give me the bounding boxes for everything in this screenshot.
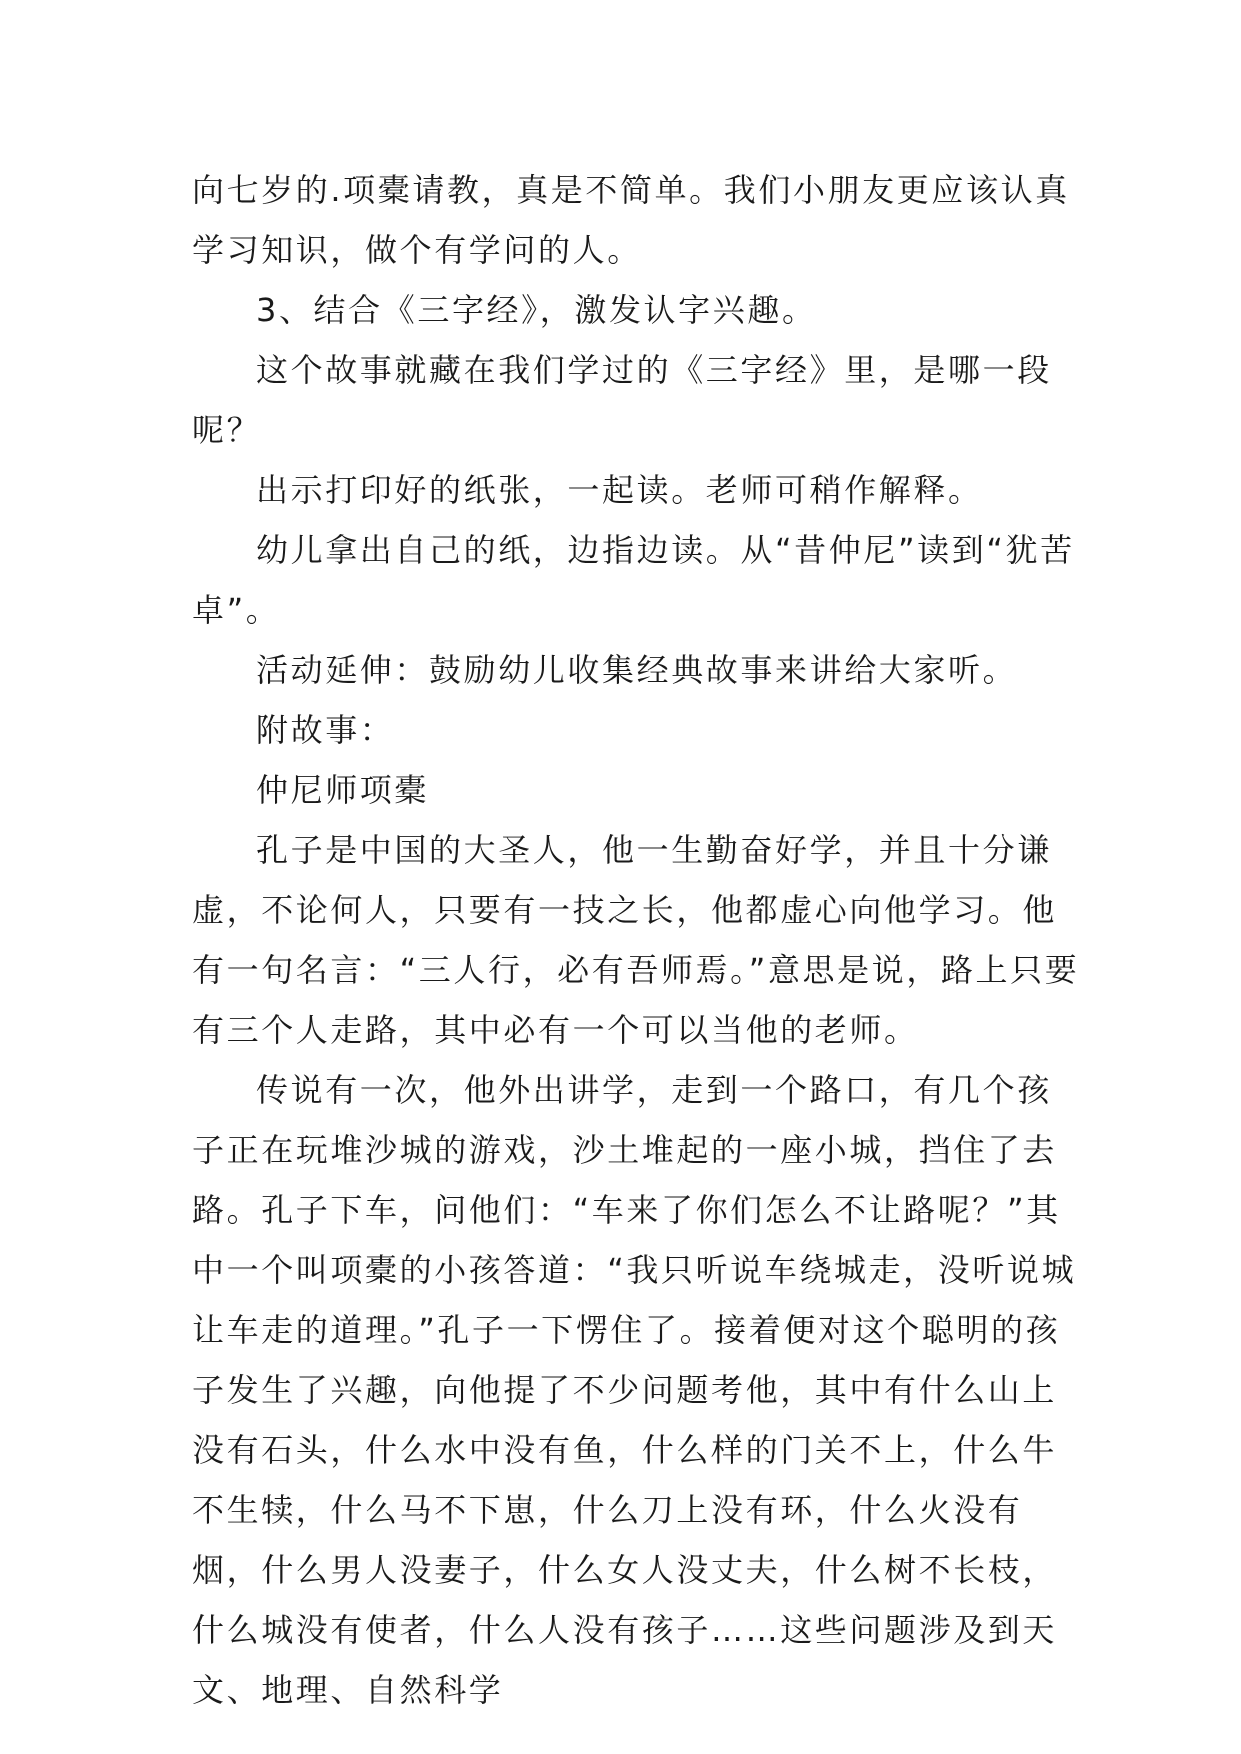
paragraph-appendix-label: 附故事： xyxy=(256,711,395,749)
paragraph: 幼儿拿出自己的纸，边指边读。从“昔仲尼”读到“犹苦卓”。 xyxy=(192,531,1075,629)
paragraph-activity-extension: 活动延伸：鼓励幼儿收集经典故事来讲给大家听。 xyxy=(256,651,1018,689)
paragraph-continuation: 向七岁的.项橐请教，真是不简单。我们小朋友更应该认真学习知识，做个有学问的人。 xyxy=(192,171,1070,269)
story-title: 仲尼师项橐 xyxy=(256,771,430,809)
story-paragraph: 传说有一次，他外出讲学，走到一个路口，有几个孩子正在玩堆沙城的游戏，沙土堆起的一座小城，挡住了去路。孔子下车，问他们：“车来了你们怎么不让路呢？”其中一个叫项橐的小孩答道：“我只听说车绕城走，没听说城让车走的道理。”孔子一下愣住了。接着便对这个聪明的孩子发生了兴趣，向他提了不少问题考他，其中有什么山上没有石头，什么水中没有鱼，什么样的门关不上，什么牛不生犊，什么马不下崽，什么刀上没有环，什么火没有烟，什么男人没妻子，什么女人没丈夫，什么树不长枝，什么城没有使者，什么人没有孩子……这些问题涉及到天文、地理、自然科学 xyxy=(192,1071,1077,1709)
paragraph-section-heading: 3、结合《三字经》，激发认字兴趣。 xyxy=(256,291,817,329)
paragraph: 这个故事就藏在我们学过的《三字经》里，是哪一段呢？ xyxy=(192,351,1052,449)
document-body xyxy=(192,160,1082,1720)
story-paragraph: 孔子是中国的大圣人，他一生勤奋好学，并且十分谦虚，不论何人，只要有一技之长，他都虚心向他学习。他有一句名言：“三人行，必有吾师焉。”意思是说，路上只要有三个人走路，其中必有一个可以当他的老师。 xyxy=(192,831,1080,1049)
paragraph: 出示打印好的纸张，一起读。老师可稍作解释。 xyxy=(256,471,983,509)
